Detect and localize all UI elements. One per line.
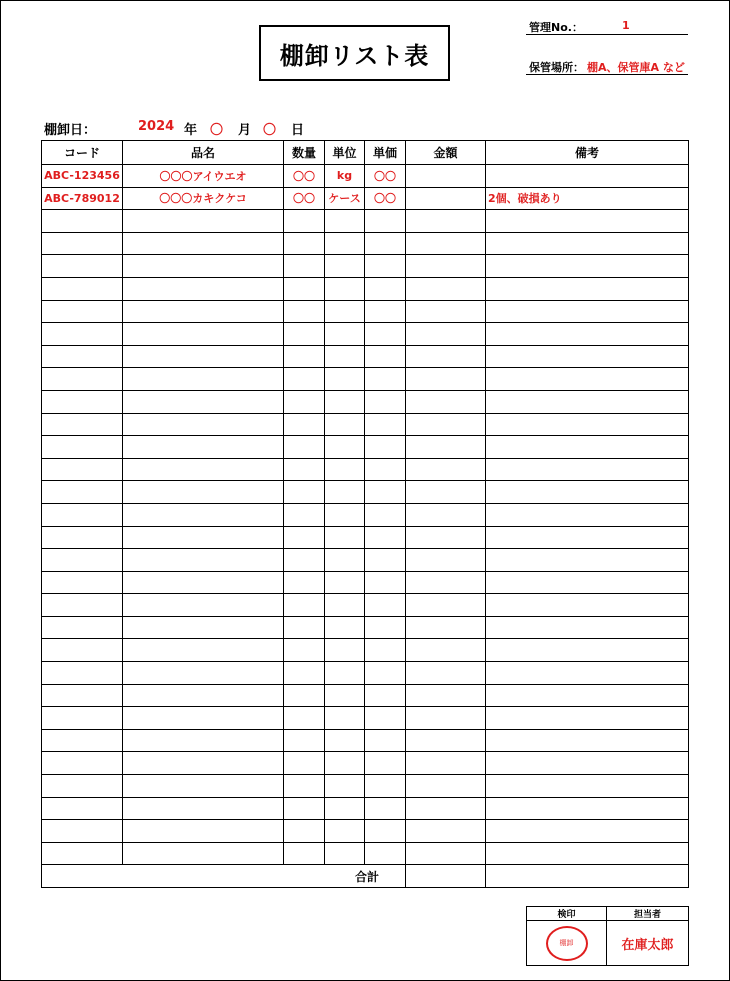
date-label: 棚卸日： <box>44 123 97 138</box>
cell-code[interactable] <box>42 616 123 639</box>
table-row <box>42 820 689 843</box>
cell-amount[interactable] <box>406 368 486 391</box>
total-label: 合計 <box>42 865 406 888</box>
cell-remarks[interactable] <box>486 300 689 323</box>
table-row <box>42 323 689 346</box>
table-row <box>42 526 689 549</box>
cell-quantity[interactable] <box>284 458 325 481</box>
cell-remarks[interactable] <box>486 210 689 233</box>
cell-quantity[interactable] <box>284 232 325 255</box>
cell-remarks[interactable] <box>486 616 689 639</box>
table-row <box>42 210 689 233</box>
cell-amount[interactable] <box>406 345 486 368</box>
date-month-unit: 月 <box>238 123 252 138</box>
cell-remarks[interactable]: 2個、破損あり <box>486 187 689 210</box>
cell-unit-price[interactable] <box>365 368 406 391</box>
cell-item-name[interactable] <box>123 842 284 865</box>
header-code: コード <box>42 141 123 165</box>
cell-amount[interactable] <box>406 594 486 617</box>
cell-item-name[interactable] <box>123 503 284 526</box>
cell-unit[interactable] <box>325 300 365 323</box>
cell-quantity[interactable] <box>284 277 325 300</box>
cell-amount[interactable] <box>406 255 486 278</box>
cell-unit[interactable] <box>325 436 365 459</box>
cell-unit[interactable] <box>325 232 365 255</box>
cell-remarks[interactable] <box>486 571 689 594</box>
header-item-name: 品名 <box>123 141 284 165</box>
cell-remarks[interactable] <box>486 503 689 526</box>
cell-amount[interactable] <box>406 775 486 798</box>
cell-remarks[interactable] <box>486 639 689 662</box>
seal-stamp: 棚卸 <box>546 926 588 961</box>
cell-amount[interactable] <box>406 390 486 413</box>
total-amount[interactable] <box>406 865 486 888</box>
table-row <box>42 345 689 368</box>
cell-unit-price[interactable] <box>365 436 406 459</box>
table-row <box>42 368 689 391</box>
cell-code[interactable] <box>42 345 123 368</box>
cell-quantity[interactable] <box>284 549 325 572</box>
cell-unit[interactable] <box>325 684 365 707</box>
cell-unit-price[interactable] <box>365 684 406 707</box>
cell-unit-price[interactable] <box>365 390 406 413</box>
cell-code[interactable]: ABC-789012 <box>42 187 123 210</box>
cell-unit[interactable] <box>325 413 365 436</box>
cell-code[interactable] <box>42 594 123 617</box>
cell-amount[interactable] <box>406 481 486 504</box>
cell-unit[interactable] <box>325 775 365 798</box>
cell-item-name[interactable] <box>123 797 284 820</box>
cell-quantity[interactable] <box>284 684 325 707</box>
cell-item-name[interactable] <box>123 368 284 391</box>
cell-code[interactable] <box>42 729 123 752</box>
cell-unit[interactable]: ケース <box>325 187 365 210</box>
person-name[interactable]: 在庫太郎 <box>607 921 689 966</box>
cell-unit-price[interactable] <box>365 323 406 346</box>
cell-amount[interactable] <box>406 571 486 594</box>
table-row <box>42 390 689 413</box>
cell-amount[interactable] <box>406 707 486 730</box>
cell-unit-price[interactable] <box>365 639 406 662</box>
cell-unit[interactable] <box>325 662 365 685</box>
cell-unit[interactable] <box>325 797 365 820</box>
cell-remarks[interactable] <box>486 775 689 798</box>
cell-item-name[interactable] <box>123 232 284 255</box>
cell-amount[interactable] <box>406 232 486 255</box>
cell-unit-price[interactable] <box>365 255 406 278</box>
cell-code[interactable] <box>42 707 123 730</box>
cell-item-name[interactable] <box>123 458 284 481</box>
cell-amount[interactable] <box>406 526 486 549</box>
document-title: 棚卸リスト表 <box>259 25 450 81</box>
cell-code[interactable] <box>42 323 123 346</box>
cell-amount[interactable] <box>406 187 486 210</box>
inspection-stamp-cell[interactable] <box>527 921 607 966</box>
cell-item-name[interactable] <box>123 436 284 459</box>
cell-unit[interactable] <box>325 729 365 752</box>
cell-code[interactable] <box>42 300 123 323</box>
management-no-underline <box>526 34 688 35</box>
table-row <box>42 549 689 572</box>
cell-code[interactable] <box>42 277 123 300</box>
cell-quantity[interactable] <box>284 481 325 504</box>
table-row <box>42 165 689 188</box>
table-row <box>42 639 689 662</box>
cell-quantity[interactable] <box>284 616 325 639</box>
cell-unit[interactable] <box>325 458 365 481</box>
cell-remarks[interactable] <box>486 752 689 775</box>
cell-remarks[interactable] <box>486 277 689 300</box>
cell-amount[interactable] <box>406 797 486 820</box>
date-day-unit: 日 <box>291 123 305 138</box>
inventory-table <box>41 140 689 888</box>
table-row <box>42 232 689 255</box>
cell-item-name[interactable]: 〇〇〇アイウエオ <box>123 165 284 188</box>
cell-remarks[interactable] <box>486 345 689 368</box>
cell-quantity[interactable] <box>284 842 325 865</box>
header-remarks: 備考 <box>486 141 689 165</box>
cell-code[interactable] <box>42 413 123 436</box>
cell-item-name[interactable] <box>123 571 284 594</box>
cell-item-name[interactable] <box>123 390 284 413</box>
cell-item-name[interactable] <box>123 662 284 685</box>
cell-unit-price[interactable] <box>365 413 406 436</box>
cell-code[interactable] <box>42 210 123 233</box>
cell-code[interactable] <box>42 458 123 481</box>
inspection-label: 検印 <box>527 907 607 921</box>
cell-item-name[interactable]: 〇〇〇カキクケコ <box>123 187 284 210</box>
cell-unit[interactable] <box>325 390 365 413</box>
cell-item-name[interactable] <box>123 729 284 752</box>
cell-code[interactable] <box>42 503 123 526</box>
cell-code[interactable] <box>42 662 123 685</box>
cell-remarks[interactable] <box>486 458 689 481</box>
cell-unit[interactable] <box>325 345 365 368</box>
cell-amount[interactable] <box>406 820 486 843</box>
cell-quantity[interactable] <box>284 436 325 459</box>
cell-remarks[interactable] <box>486 255 689 278</box>
person-label: 担当者 <box>607 907 689 921</box>
cell-unit[interactable] <box>325 616 365 639</box>
cell-unit-price[interactable] <box>365 752 406 775</box>
cell-quantity[interactable] <box>284 729 325 752</box>
cell-quantity[interactable] <box>284 255 325 278</box>
cell-amount[interactable] <box>406 549 486 572</box>
table-row <box>42 255 689 278</box>
cell-unit-price[interactable] <box>365 481 406 504</box>
table-row <box>42 616 689 639</box>
cell-remarks[interactable] <box>486 594 689 617</box>
cell-unit[interactable] <box>325 571 365 594</box>
cell-remarks[interactable] <box>486 323 689 346</box>
storage-value[interactable]: 棚A、保管庫A など <box>587 61 685 74</box>
cell-code[interactable] <box>42 255 123 278</box>
table-row <box>42 752 689 775</box>
cell-quantity[interactable] <box>284 820 325 843</box>
cell-code[interactable]: ABC-123456 <box>42 165 123 188</box>
cell-quantity[interactable] <box>284 775 325 798</box>
cell-unit-price[interactable]: 〇〇 <box>365 165 406 188</box>
table-row <box>42 797 689 820</box>
cell-unit[interactable] <box>325 210 365 233</box>
cell-amount[interactable] <box>406 503 486 526</box>
cell-amount[interactable] <box>406 165 486 188</box>
cell-remarks[interactable] <box>486 707 689 730</box>
cell-remarks[interactable] <box>486 729 689 752</box>
cell-unit-price[interactable] <box>365 232 406 255</box>
cell-item-name[interactable] <box>123 616 284 639</box>
table-row <box>42 662 689 685</box>
cell-code[interactable] <box>42 390 123 413</box>
cell-unit-price[interactable] <box>365 662 406 685</box>
cell-unit[interactable] <box>325 549 365 572</box>
storage-label: 保管場所： <box>529 61 584 74</box>
cell-item-name[interactable] <box>123 707 284 730</box>
table-row <box>42 277 689 300</box>
cell-amount[interactable] <box>406 300 486 323</box>
cell-unit[interactable] <box>325 526 365 549</box>
cell-quantity[interactable] <box>284 707 325 730</box>
cell-quantity[interactable] <box>284 752 325 775</box>
cell-quantity[interactable] <box>284 571 325 594</box>
cell-remarks[interactable] <box>486 549 689 572</box>
cell-code[interactable] <box>42 232 123 255</box>
cell-quantity[interactable] <box>284 413 325 436</box>
cell-remarks[interactable] <box>486 842 689 865</box>
header-unit-price: 単価 <box>365 141 406 165</box>
cell-code[interactable] <box>42 842 123 865</box>
table-header-row <box>42 141 689 165</box>
cell-item-name[interactable] <box>123 639 284 662</box>
cell-unit-price[interactable] <box>365 842 406 865</box>
cell-code[interactable] <box>42 549 123 572</box>
cell-amount[interactable] <box>406 729 486 752</box>
cell-code[interactable] <box>42 797 123 820</box>
cell-remarks[interactable] <box>486 390 689 413</box>
cell-remarks[interactable] <box>486 684 689 707</box>
cell-unit-price[interactable] <box>365 210 406 233</box>
table-row <box>42 436 689 459</box>
cell-item-name[interactable] <box>123 255 284 278</box>
date-day[interactable]: 〇 <box>263 123 277 138</box>
total-remarks[interactable] <box>486 865 689 888</box>
cell-remarks[interactable] <box>486 526 689 549</box>
table-row <box>42 594 689 617</box>
cell-remarks[interactable] <box>486 797 689 820</box>
cell-amount[interactable] <box>406 662 486 685</box>
cell-item-name[interactable] <box>123 549 284 572</box>
cell-unit[interactable] <box>325 277 365 300</box>
table-row <box>42 187 689 210</box>
cell-code[interactable] <box>42 639 123 662</box>
cell-quantity[interactable] <box>284 526 325 549</box>
cell-item-name[interactable] <box>123 481 284 504</box>
cell-unit[interactable] <box>325 323 365 346</box>
cell-code[interactable] <box>42 775 123 798</box>
date-year-unit: 年 <box>184 123 198 138</box>
cell-unit-price[interactable] <box>365 345 406 368</box>
cell-item-name[interactable] <box>123 594 284 617</box>
cell-amount[interactable] <box>406 277 486 300</box>
cell-unit[interactable] <box>325 842 365 865</box>
cell-item-name[interactable] <box>123 684 284 707</box>
cell-amount[interactable] <box>406 752 486 775</box>
cell-item-name[interactable] <box>123 526 284 549</box>
cell-item-name[interactable] <box>123 277 284 300</box>
cell-unit-price[interactable] <box>365 300 406 323</box>
cell-code[interactable] <box>42 436 123 459</box>
cell-quantity[interactable] <box>284 639 325 662</box>
storage-underline <box>526 74 688 75</box>
date-year[interactable]: 2024 <box>138 119 175 134</box>
cell-item-name[interactable] <box>123 300 284 323</box>
cell-code[interactable] <box>42 368 123 391</box>
cell-amount[interactable] <box>406 684 486 707</box>
cell-remarks[interactable] <box>486 662 689 685</box>
cell-unit-price[interactable] <box>365 707 406 730</box>
cell-code[interactable] <box>42 820 123 843</box>
cell-unit[interactable] <box>325 594 365 617</box>
management-no-value[interactable]: 1 <box>622 19 630 32</box>
cell-amount[interactable] <box>406 639 486 662</box>
total-row <box>42 865 689 888</box>
cell-item-name[interactable] <box>123 820 284 843</box>
cell-unit-price[interactable] <box>365 549 406 572</box>
cell-unit[interactable] <box>325 752 365 775</box>
table-row <box>42 775 689 798</box>
cell-code[interactable] <box>42 571 123 594</box>
cell-item-name[interactable] <box>123 752 284 775</box>
cell-quantity[interactable] <box>284 345 325 368</box>
cell-item-name[interactable] <box>123 413 284 436</box>
cell-unit[interactable] <box>325 820 365 843</box>
cell-remarks[interactable] <box>486 368 689 391</box>
cell-remarks[interactable] <box>486 820 689 843</box>
cell-unit-price[interactable] <box>365 820 406 843</box>
cell-unit-price[interactable] <box>365 775 406 798</box>
cell-item-name[interactable] <box>123 323 284 346</box>
cell-unit-price[interactable] <box>365 277 406 300</box>
cell-unit[interactable] <box>325 707 365 730</box>
cell-unit[interactable]: kg <box>325 165 365 188</box>
table-row <box>42 729 689 752</box>
cell-unit-price[interactable] <box>365 458 406 481</box>
cell-remarks[interactable] <box>486 481 689 504</box>
table-row <box>42 458 689 481</box>
table-row <box>42 503 689 526</box>
cell-item-name[interactable] <box>123 775 284 798</box>
cell-quantity[interactable] <box>284 210 325 233</box>
date-month[interactable]: 〇 <box>210 123 224 138</box>
cell-unit[interactable] <box>325 255 365 278</box>
header-amount: 金額 <box>406 141 486 165</box>
cell-item-name[interactable] <box>123 210 284 233</box>
cell-quantity[interactable] <box>284 368 325 391</box>
cell-quantity[interactable] <box>284 390 325 413</box>
cell-amount[interactable] <box>406 458 486 481</box>
cell-remarks[interactable] <box>486 165 689 188</box>
cell-quantity[interactable]: 〇〇 <box>284 165 325 188</box>
cell-quantity[interactable] <box>284 503 325 526</box>
management-no-label: 管理No.： <box>529 21 583 34</box>
table-row <box>42 842 689 865</box>
cell-remarks[interactable] <box>486 413 689 436</box>
cell-quantity[interactable] <box>284 323 325 346</box>
cell-unit[interactable] <box>325 639 365 662</box>
cell-unit-price[interactable] <box>365 571 406 594</box>
cell-quantity[interactable] <box>284 300 325 323</box>
cell-unit-price[interactable] <box>365 616 406 639</box>
cell-quantity[interactable] <box>284 594 325 617</box>
table-row <box>42 571 689 594</box>
signoff-box <box>526 906 689 966</box>
cell-code[interactable] <box>42 526 123 549</box>
cell-unit[interactable] <box>325 481 365 504</box>
cell-quantity[interactable] <box>284 662 325 685</box>
cell-amount[interactable] <box>406 616 486 639</box>
cell-code[interactable] <box>42 481 123 504</box>
cell-unit-price[interactable] <box>365 797 406 820</box>
table-row <box>42 707 689 730</box>
cell-unit-price[interactable]: 〇〇 <box>365 187 406 210</box>
cell-unit[interactable] <box>325 368 365 391</box>
cell-unit-price[interactable] <box>365 594 406 617</box>
table-row <box>42 481 689 504</box>
table-row <box>42 300 689 323</box>
table-row <box>42 413 689 436</box>
cell-quantity[interactable] <box>284 797 325 820</box>
cell-quantity[interactable]: 〇〇 <box>284 187 325 210</box>
cell-amount[interactable] <box>406 413 486 436</box>
cell-remarks[interactable] <box>486 436 689 459</box>
cell-unit-price[interactable] <box>365 729 406 752</box>
header-quantity: 数量 <box>284 141 325 165</box>
cell-remarks[interactable] <box>486 232 689 255</box>
header-unit: 単位 <box>325 141 365 165</box>
cell-amount[interactable] <box>406 323 486 346</box>
cell-unit[interactable] <box>325 503 365 526</box>
cell-amount[interactable] <box>406 436 486 459</box>
cell-code[interactable] <box>42 752 123 775</box>
cell-unit-price[interactable] <box>365 503 406 526</box>
cell-item-name[interactable] <box>123 345 284 368</box>
cell-unit-price[interactable] <box>365 526 406 549</box>
cell-amount[interactable] <box>406 210 486 233</box>
cell-amount[interactable] <box>406 842 486 865</box>
table-row <box>42 684 689 707</box>
cell-code[interactable] <box>42 684 123 707</box>
